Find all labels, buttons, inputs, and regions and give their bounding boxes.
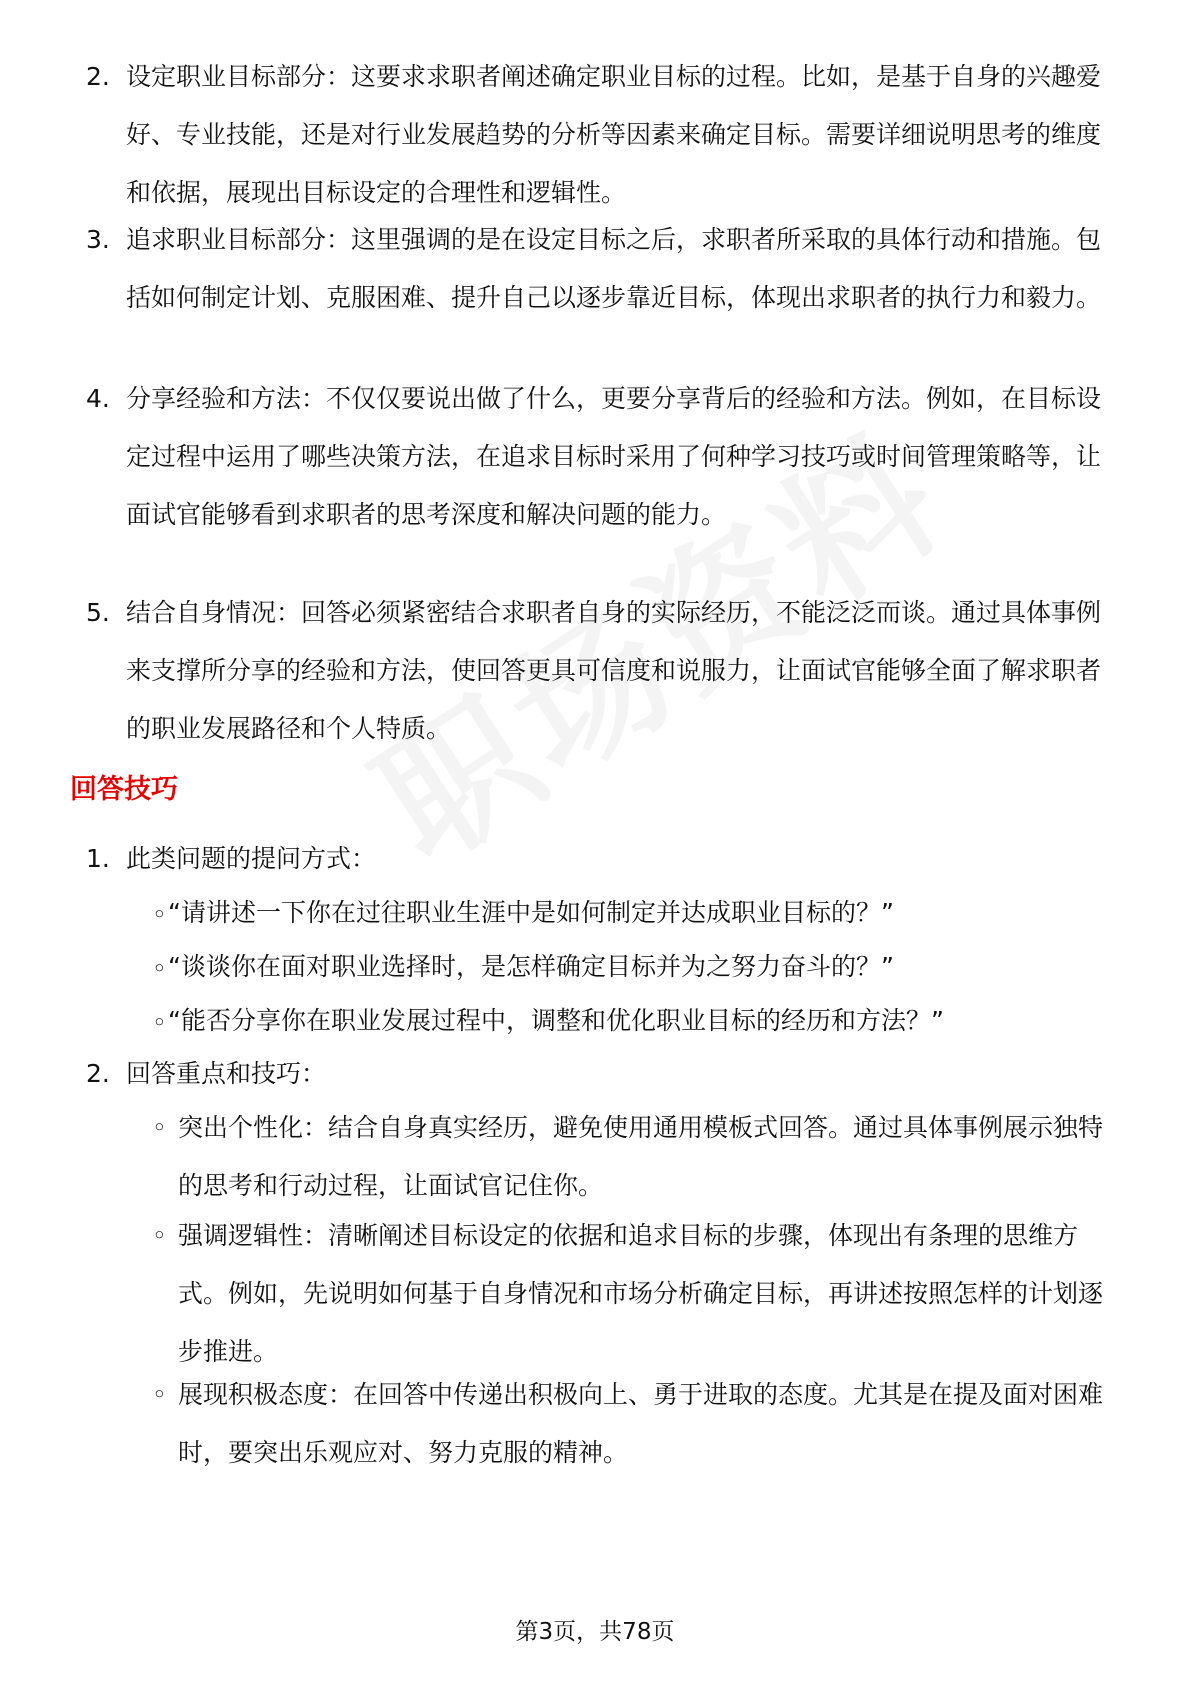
sub-list-item: “能否分享你在职业发展过程中，调整和优化职业目标的经历和方法？” [168, 1006, 944, 1035]
list-item-text: 分享经验和方法：不仅仅要说出做了什么，更要分享背后的经验和方法。例如，在目标设定过程中运用了哪些决策方法，在追求目标时采用了何种学习技巧或时间管理策略等，让面试官能够看到求职者的思考深度和解决问题的能力。 [126, 384, 1102, 529]
sub-list-item: 强调逻辑性：清晰阐述目标设定的依据和追求目标的步骤，体现出有条理的思维方式。例如，先说明如何基于自身情况和市场分析确定目标，再讲述按照怎样的计划逐步推进。 [178, 1221, 1104, 1366]
list-item-number: 5. [86, 598, 110, 627]
sub-list-item: 突出个性化：结合自身真实经历，避免使用通用模板式回答。通过具体事例展示独特的思考和行动过程，让面试官记住你。 [178, 1113, 1104, 1200]
list-item-text: 结合自身情况：回答必须紧密结合求职者自身的实际经历，不能泛泛而谈。通过具体事例来支撑所分享的经验和方法，使回答更具可信度和说服力，让面试官能够全面了解求职者的职业发展路径和个人特质。 [126, 598, 1102, 743]
sub-bullet-icon: ◦ [152, 1221, 167, 1250]
list-item-number: 3. [86, 225, 110, 254]
list-item-text: 回答重点和技巧： [126, 1059, 327, 1088]
list-item-text: 此类问题的提问方式： [126, 844, 377, 873]
list-item-number: 4. [86, 384, 110, 413]
page-number: 第3页，共78页 [515, 1619, 675, 1645]
list-item-number: 2. [86, 62, 110, 91]
sub-list-item: “请讲述一下你在过往职业生涯中是如何制定并达成职业目标的？” [168, 898, 894, 927]
sub-bullet-icon: ◦ [152, 900, 167, 929]
sub-bullet-icon: ◦ [152, 1380, 167, 1409]
list-item-number: 2. [86, 1059, 110, 1088]
section-heading: 回答技巧 [70, 774, 178, 805]
list-item-number: 1. [86, 844, 110, 873]
sub-bullet-icon: ◦ [152, 1008, 167, 1037]
sub-bullet-icon: ◦ [152, 1113, 167, 1142]
sub-list-item: “谈谈你在面对职业选择时，是怎样确定目标并为之努力奋斗的？” [168, 952, 894, 981]
sub-bullet-icon: ◦ [152, 954, 167, 983]
sub-list-item: 展现积极态度：在回答中传递出积极向上、勇于进取的态度。尤其是在提及面对困难时，要突出乐观应对、努力克服的精神。 [178, 1380, 1104, 1467]
list-item-text: 追求职业目标部分：这里强调的是在设定目标之后，求职者所采取的具体行动和措施。包括如何制定计划、克服困难、提升自己以逐步靠近目标，体现出求职者的执行力和毅力。 [126, 225, 1102, 312]
list-item-text: 设定职业目标部分：这要求求职者阐述确定职业目标的过程。比如，是基于自身的兴趣爱好、专业技能，还是对行业发展趋势的分析等因素来确定目标。需要详细说明思考的维度和依据，展现出目标设定的合理性和逻辑性。 [126, 62, 1102, 207]
